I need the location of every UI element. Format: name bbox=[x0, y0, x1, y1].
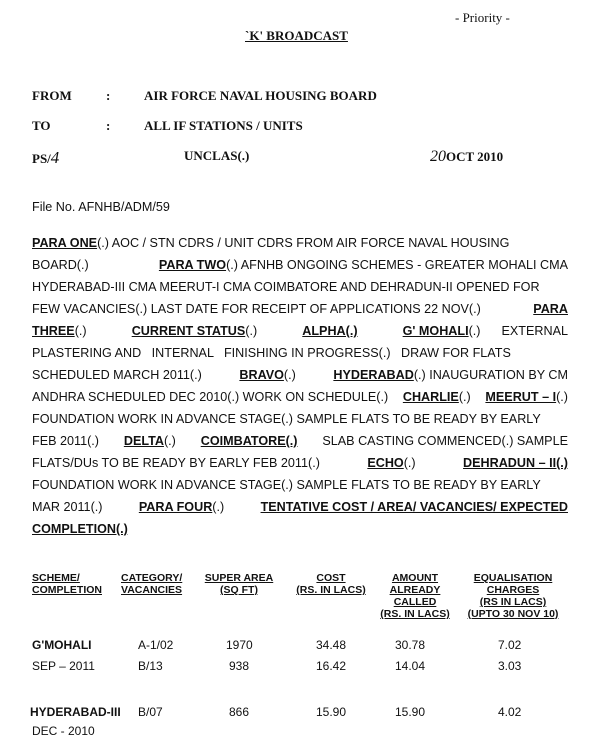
header-line: (RS IN LACS) bbox=[479, 596, 547, 608]
body-text: FOUNDATION WORK IN ADVANCE STAGE(.) SAMPLE FLATS TO BE READY BY EARLY bbox=[32, 412, 541, 426]
body-text: PLASTERING AND INTERNAL FINISHING IN PROGRESS(.) DRAW FOR FLATS bbox=[32, 346, 511, 360]
col-header-category bbox=[121, 572, 182, 596]
classification: UNCLAS(.) bbox=[184, 148, 250, 163]
body-line-9 bbox=[32, 412, 568, 426]
header-line: EQUALISATION bbox=[473, 572, 553, 584]
body-text: FLATS/DUs TO BE READY BY EARLY FEB 2011(.) bbox=[32, 456, 320, 470]
body-text: (.) bbox=[458, 390, 471, 404]
cell-area: 1970 bbox=[226, 638, 253, 652]
echo-heading: ECHO bbox=[367, 456, 404, 470]
body-text: ANDHRA SCHEDULED DEC 2010(.) WORK ON SCHEDULE(.) bbox=[32, 390, 389, 404]
file-number: File No. AFNHB/ADM/59 bbox=[32, 200, 170, 214]
cell-cost: 15.90 bbox=[316, 705, 347, 719]
current-status-heading: CURRENT STATUS bbox=[131, 324, 246, 338]
cell-equalisation: 7.02 bbox=[498, 638, 522, 652]
cell-area: 866 bbox=[229, 705, 250, 719]
body-text: (.) INAUGURATION BY CM bbox=[413, 368, 568, 382]
cell-called: 15.90 bbox=[395, 705, 426, 719]
cell-category: B/07 bbox=[138, 705, 163, 719]
para-three-heading-cont: THREE bbox=[32, 324, 75, 338]
header-line: CATEGORY/ bbox=[121, 572, 183, 584]
body-text: FEW VACANCIES(.) LAST DATE FOR RECEIPT OF APPLICATIONS 22 NOV(.) bbox=[32, 302, 481, 316]
col-header-cost bbox=[292, 572, 370, 596]
header-line: CALLED bbox=[393, 596, 437, 608]
body-text: SLAB CASTING COMMENCED(.) SAMPLE bbox=[322, 434, 568, 448]
ps-prefix: PS/ bbox=[32, 151, 51, 166]
body-text: SCHEDULED MARCH 2011(.) bbox=[32, 368, 202, 382]
date-day-handwritten: 20 bbox=[430, 148, 446, 165]
body-text: MAR 2011(.) bbox=[32, 500, 103, 514]
body-line-11 bbox=[32, 456, 568, 470]
to-colon: : bbox=[106, 118, 111, 133]
body-line-1 bbox=[32, 236, 568, 250]
header-line: COMPLETION bbox=[32, 584, 102, 596]
mohali-heading: G' MOHALI bbox=[402, 324, 469, 338]
alpha-heading: ALPHA(.) bbox=[302, 324, 358, 338]
header-line: SUPER AREA bbox=[204, 572, 274, 584]
document-title: `K' BROADCAST bbox=[245, 28, 348, 43]
header-line: ALREADY bbox=[389, 584, 441, 596]
body-text: (.) bbox=[283, 368, 296, 382]
body-line-10 bbox=[32, 434, 568, 448]
cell-area: 938 bbox=[229, 659, 250, 673]
body-text: (.) bbox=[403, 456, 416, 470]
cell-called: 14.04 bbox=[395, 659, 426, 673]
body-line-4 bbox=[32, 302, 568, 316]
from-label: FROM bbox=[32, 88, 72, 103]
body-line-7 bbox=[32, 368, 568, 382]
body-text: (.) bbox=[245, 324, 258, 338]
cell-scheme: DEC - 2010 bbox=[32, 724, 95, 738]
header-line: VACANCIES bbox=[121, 584, 183, 596]
header-line: (UPTO 30 NOV 10) bbox=[467, 608, 559, 620]
body-text: (.) EXTERNAL bbox=[468, 324, 568, 338]
body-line-12 bbox=[32, 478, 568, 492]
header-line: (SQ FT) bbox=[220, 584, 258, 596]
hyderabad-heading: HYDERABAD bbox=[333, 368, 414, 382]
para-four-heading: PARA FOUR bbox=[138, 500, 213, 514]
from-colon: : bbox=[106, 88, 111, 103]
meerut-heading: MEERUT – I bbox=[485, 390, 557, 404]
cell-equalisation: 3.03 bbox=[498, 659, 522, 673]
ps-number-handwritten: 4 bbox=[50, 148, 60, 167]
header-line: (RS. IN LACS) bbox=[296, 584, 366, 596]
col-header-called bbox=[374, 572, 456, 620]
from-value: AIR FORCE NAVAL HOUSING BOARD bbox=[144, 88, 377, 103]
col-header-equalisation bbox=[458, 572, 568, 620]
col-header-area bbox=[204, 572, 274, 596]
body-text: FEB 2011(.) bbox=[32, 434, 99, 448]
dehradun-heading: DEHRADUN – II(.) bbox=[463, 456, 568, 470]
charlie-heading: CHARLIE bbox=[402, 390, 459, 404]
body-line-6 bbox=[32, 346, 568, 360]
header-line: CHARGES bbox=[486, 584, 540, 596]
body-text: FOUNDATION WORK IN ADVANCE STAGE(.) SAMPLE FLATS TO BE READY BY EARLY bbox=[32, 478, 541, 492]
body-text: (.) bbox=[556, 390, 568, 404]
cell-scheme: G'MOHALI bbox=[32, 638, 92, 652]
para-three-heading: PARA bbox=[533, 302, 568, 316]
body-line-2 bbox=[32, 258, 568, 272]
priority-marking: - Priority - bbox=[455, 10, 510, 25]
body-text: (.) bbox=[212, 500, 225, 514]
bravo-heading: BRAVO bbox=[239, 368, 284, 382]
body-text: BOARD(.) bbox=[32, 258, 89, 272]
body-text: (.) AOC / STN CDRS / UNIT CDRS FROM AIR FORCE NAVAL HOUSING bbox=[97, 236, 510, 250]
dtg bbox=[430, 148, 503, 166]
cell-category: B/13 bbox=[138, 659, 163, 673]
header-line: COST bbox=[316, 572, 346, 584]
cell-scheme: HYDERABAD-III bbox=[30, 705, 121, 719]
cell-cost: 16.42 bbox=[316, 659, 347, 673]
body-line-13 bbox=[32, 500, 568, 514]
cell-scheme: SEP – 2011 bbox=[32, 659, 95, 673]
to-value: ALL IF STATIONS / UNITS bbox=[144, 118, 303, 133]
ps-label bbox=[32, 148, 59, 168]
header-line: AMOUNT bbox=[391, 572, 439, 584]
header-line: (RS. IN LACS) bbox=[380, 608, 450, 620]
body-text: (.) bbox=[74, 324, 87, 338]
body-text: HYDERABAD-III CMA MEERUT-I CMA COIMBATORE AND DEHRADUN-II OPENED FOR bbox=[32, 280, 540, 294]
col-header-scheme bbox=[32, 572, 102, 596]
delta-heading: DELTA bbox=[123, 434, 164, 448]
cell-called: 30.78 bbox=[395, 638, 426, 652]
body-text: (.) AFNHB ONGOING SCHEMES - GREATER MOHALI CMA bbox=[226, 258, 568, 272]
completion-heading: COMPLETION(.) bbox=[32, 522, 128, 536]
para-two-heading: PARA TWO bbox=[158, 258, 227, 272]
body-line-8 bbox=[32, 390, 568, 404]
cell-category: A-1/02 bbox=[138, 638, 174, 652]
to-label: TO bbox=[32, 118, 51, 133]
body-line-3 bbox=[32, 280, 568, 294]
body-line-14 bbox=[32, 522, 568, 536]
tentative-cost-heading: TENTATIVE COST / AREA/ VACANCIES/ EXPECTED bbox=[260, 500, 568, 514]
cell-cost: 34.48 bbox=[316, 638, 347, 652]
para-one-heading: PARA ONE bbox=[32, 236, 98, 250]
body-text: (.) bbox=[163, 434, 176, 448]
cell-equalisation: 4.02 bbox=[498, 705, 522, 719]
body-line-5 bbox=[32, 324, 568, 338]
date-rest: OCT 2010 bbox=[446, 149, 504, 164]
header-line: SCHEME/ bbox=[32, 572, 80, 584]
coimbatore-heading: COIMBATORE(.) bbox=[200, 434, 298, 448]
